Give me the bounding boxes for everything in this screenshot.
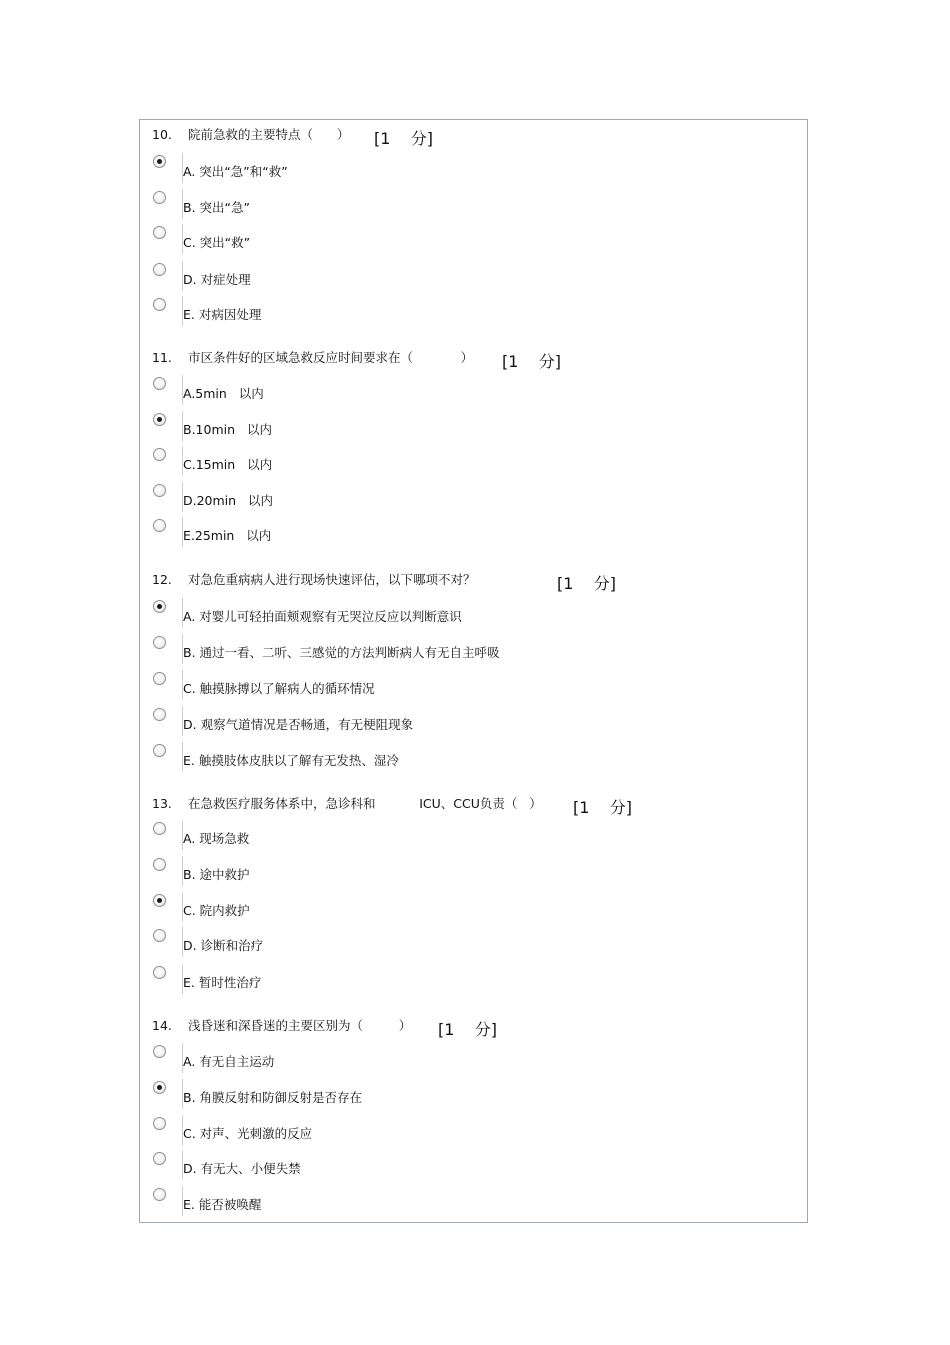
option-c[interactable] xyxy=(140,448,807,478)
question-header xyxy=(152,571,476,589)
option-a[interactable] xyxy=(140,822,807,852)
radio-button-checked[interactable] xyxy=(153,1081,166,1094)
option-label: A. 对婴儿可轻拍面颊观察有无哭泣反应以判断意识 xyxy=(183,609,462,624)
radio-button[interactable] xyxy=(153,263,166,276)
radio-button[interactable] xyxy=(153,298,166,311)
option-label: D. 观察气道情况是否畅通，有无梗阻现象 xyxy=(183,717,414,732)
option-label: B. 角膜反射和防御反射是否存在 xyxy=(183,1090,363,1105)
option-label: C. 触摸脉搏以了解病人的循环情况 xyxy=(183,681,375,696)
option-label: C. 突出“救” xyxy=(183,235,251,250)
option-e[interactable] xyxy=(140,966,807,996)
option-label: A. 突出“急”和“救” xyxy=(183,164,288,179)
option-b[interactable] xyxy=(140,636,807,666)
radio-button[interactable] xyxy=(153,966,166,979)
question-number: 11. xyxy=(152,350,172,365)
radio-button[interactable] xyxy=(153,708,166,721)
option-label: E. 对病因处理 xyxy=(183,307,262,322)
question-header xyxy=(152,1017,411,1035)
option-d[interactable] xyxy=(140,263,807,293)
question-header xyxy=(152,795,542,813)
radio-button[interactable] xyxy=(153,519,166,532)
radio-button[interactable] xyxy=(153,636,166,649)
question-score: [1 分] xyxy=(502,352,562,371)
option-label: D. 诊断和治疗 xyxy=(183,938,264,953)
radio-button[interactable] xyxy=(153,1188,166,1201)
question-score: [1 分] xyxy=(438,1020,498,1039)
option-c[interactable] xyxy=(140,672,807,702)
question-header xyxy=(152,349,473,367)
option-e[interactable] xyxy=(140,1188,807,1218)
radio-button[interactable] xyxy=(153,448,166,461)
option-label: D.20min 以内 xyxy=(183,493,273,508)
option-label: E.25min 以内 xyxy=(183,528,272,543)
option-b[interactable] xyxy=(140,191,807,221)
option-label: E. 触摸肢体皮肤以了解有无发热、湿冷 xyxy=(183,753,399,768)
radio-button-checked[interactable] xyxy=(153,155,166,168)
question-text: 对急危重病病人进行现场快速评估，以下哪项不对？ xyxy=(188,572,476,587)
radio-button[interactable] xyxy=(153,226,166,239)
question-text: 浅昏迷和深昏迷的主要区别为（ ） xyxy=(188,1018,412,1033)
radio-button-checked[interactable] xyxy=(153,894,166,907)
option-label: D. 对症处理 xyxy=(183,272,251,287)
radio-button[interactable] xyxy=(153,191,166,204)
option-d[interactable] xyxy=(140,708,807,738)
radio-button[interactable] xyxy=(153,1045,166,1058)
radio-button-checked[interactable] xyxy=(153,413,166,426)
radio-button[interactable] xyxy=(153,744,166,757)
question-score: [1 分] xyxy=(374,129,434,148)
question-number: 14. xyxy=(152,1018,172,1033)
option-label: A.5min 以内 xyxy=(183,386,264,401)
radio-button[interactable] xyxy=(153,929,166,942)
question-number: 13. xyxy=(152,796,172,811)
option-label: B. 突出“急” xyxy=(183,200,250,215)
question-score: [1 分] xyxy=(557,574,617,593)
option-d[interactable] xyxy=(140,929,807,959)
option-e[interactable] xyxy=(140,744,807,774)
option-label: B. 途中救护 xyxy=(183,867,250,882)
option-label: B.10min 以内 xyxy=(183,422,272,437)
option-label: D. 有无大、小便失禁 xyxy=(183,1161,301,1176)
radio-button[interactable] xyxy=(153,822,166,835)
question-text: 在急救医疗服务体系中，急诊科和 ICU、CCU负责（ ） xyxy=(188,796,542,811)
radio-button-checked[interactable] xyxy=(153,600,166,613)
option-b[interactable] xyxy=(140,858,807,888)
option-e[interactable] xyxy=(140,519,807,549)
option-b[interactable] xyxy=(140,1081,807,1111)
option-label: A. 有无自主运动 xyxy=(183,1054,275,1069)
option-a[interactable] xyxy=(140,155,807,185)
option-a[interactable] xyxy=(140,600,807,630)
question-header xyxy=(152,126,349,144)
option-d[interactable] xyxy=(140,1152,807,1182)
quiz-frame xyxy=(139,119,808,1223)
option-label: C.15min 以内 xyxy=(183,457,273,472)
question-number: 10. xyxy=(152,127,172,142)
option-label: C. 对声、光刺激的反应 xyxy=(183,1126,313,1141)
option-c[interactable] xyxy=(140,1117,807,1147)
radio-button[interactable] xyxy=(153,672,166,685)
radio-button[interactable] xyxy=(153,1117,166,1130)
option-c[interactable] xyxy=(140,226,807,256)
option-d[interactable] xyxy=(140,484,807,514)
option-label: C. 院内救护 xyxy=(183,903,250,918)
question-text: 院前急救的主要特点（ ） xyxy=(188,127,350,142)
radio-button[interactable] xyxy=(153,858,166,871)
option-a[interactable] xyxy=(140,1045,807,1075)
option-c[interactable] xyxy=(140,894,807,924)
option-a[interactable] xyxy=(140,377,807,407)
option-e[interactable] xyxy=(140,298,807,328)
radio-button[interactable] xyxy=(153,1152,166,1165)
question-text: 市区条件好的区域急救反应时间要求在（ ） xyxy=(188,350,474,365)
option-b[interactable] xyxy=(140,413,807,443)
option-label: E. 暂时性治疗 xyxy=(183,975,262,990)
question-score: [1 分] xyxy=(573,798,633,817)
radio-button[interactable] xyxy=(153,484,166,497)
radio-button[interactable] xyxy=(153,377,166,390)
option-label: E. 能否被唤醒 xyxy=(183,1197,262,1212)
question-number: 12. xyxy=(152,572,172,587)
option-label: B. 通过一看、二听、三感觉的方法判断病人有无自主呼吸 xyxy=(183,645,500,660)
option-label: A. 现场急救 xyxy=(183,831,250,846)
